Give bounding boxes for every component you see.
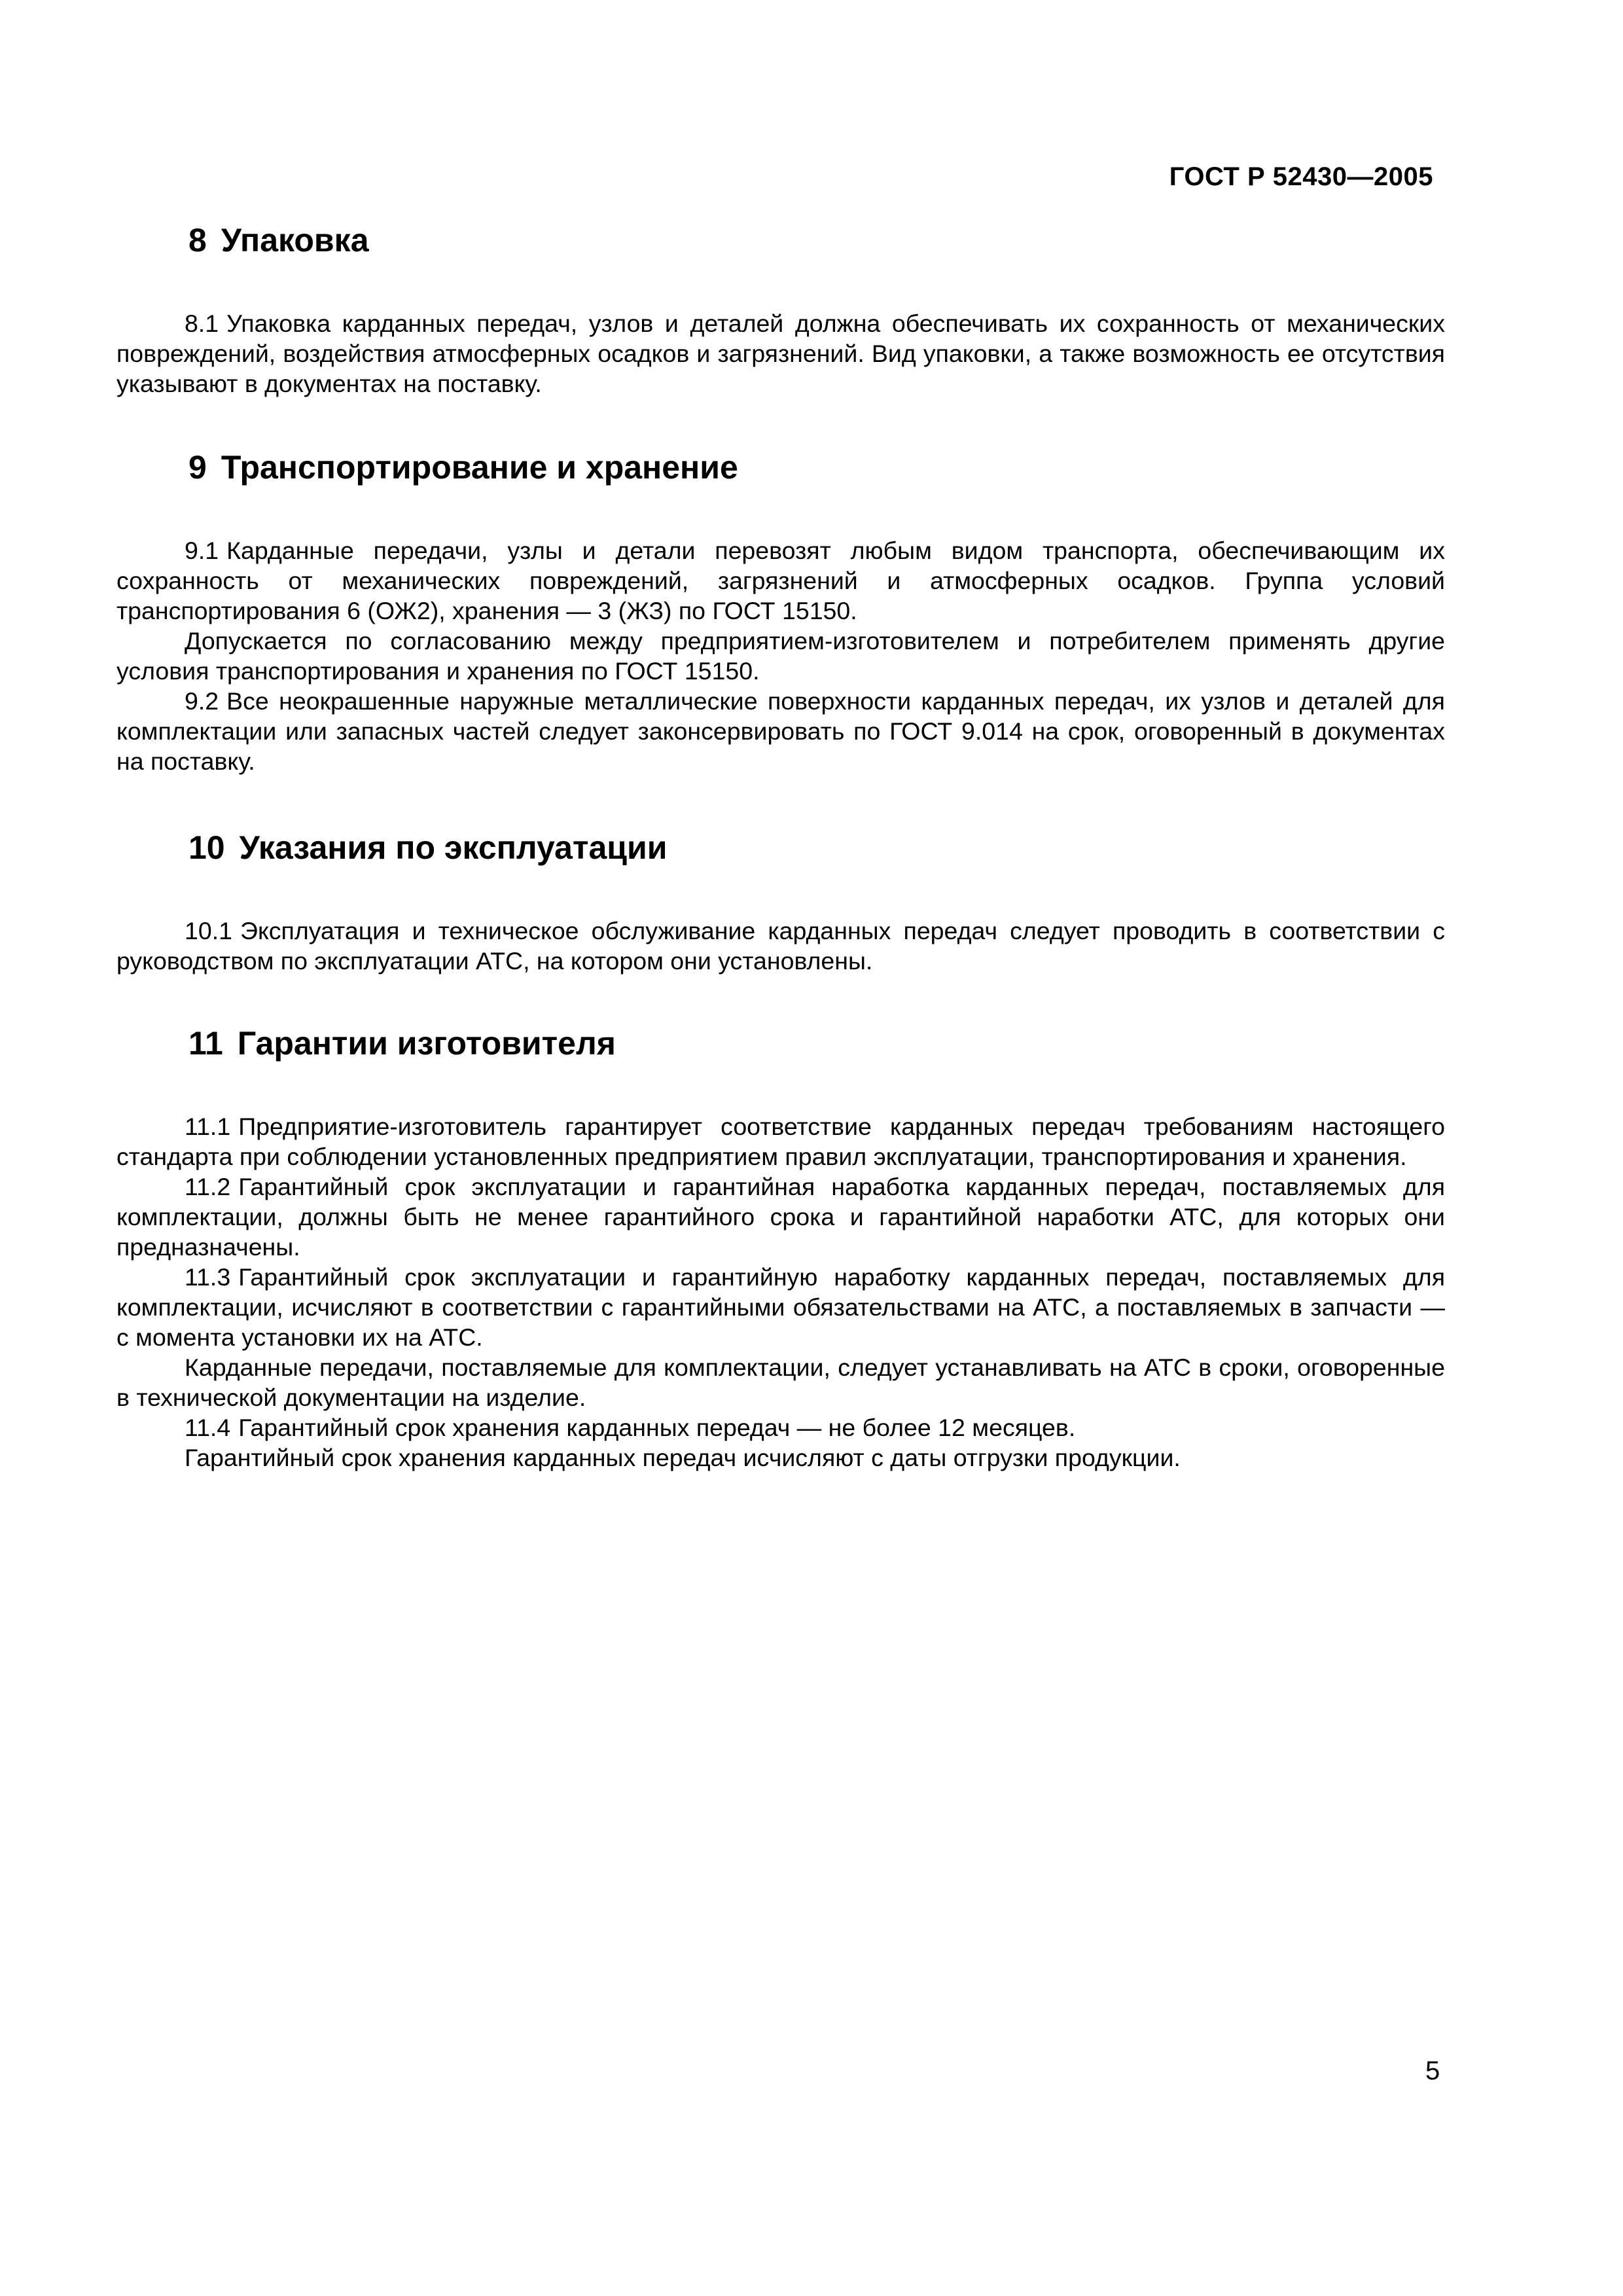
section-packaging <box>116 223 1445 399</box>
paragraph <box>116 1352 1445 1412</box>
paragraph <box>116 1172 1445 1262</box>
section-title: Транспортирование и хранение <box>221 449 738 486</box>
clause-text: Эксплуатация и техническое обслуживание карданных передач следует проводить в соответствии с руководством по эксплуатации АТС, на котором они установлены. <box>116 917 1445 975</box>
clause-number: 10.1 <box>185 917 232 944</box>
page-number: 5 <box>1425 2056 1440 2085</box>
document-body <box>116 223 1445 1473</box>
clause-number: 11.1 <box>185 1113 231 1140</box>
section-title: Указания по эксплуатации <box>239 829 668 866</box>
clause-text: Гарантийный срок эксплуатации и гарантийная наработка карданных передач, поставляемых для комплектации, должны быть не менее гарантийного срока и гарантийной наработки АТС, для которых они предназначены. <box>116 1173 1445 1261</box>
section-warranty <box>116 1026 1445 1473</box>
clause-number: 9.2 <box>185 687 219 715</box>
section-heading <box>188 223 1445 259</box>
section-number: 10 <box>188 829 225 866</box>
section-heading <box>188 1026 1445 1062</box>
paragraph <box>116 1443 1445 1473</box>
section-number: 11 <box>188 1025 223 1062</box>
section-heading <box>188 450 1445 486</box>
clause-number: 8.1 <box>185 310 219 337</box>
section-title: Гарантии изготовителя <box>237 1025 616 1062</box>
clause-text: Упаковка карданных передач, узлов и деталей должна обеспечивать их сохранность от механических повреждений, воздействия атмосферных осадков и загрязнений. Вид упаковки, а также возможность ее отсутствия указывают в документах на поставку. <box>116 310 1445 397</box>
section-number: 8 <box>188 222 207 259</box>
paragraph <box>116 1412 1445 1443</box>
paragraph <box>116 1262 1445 1352</box>
clause-text: Все неокрашенные наружные металлические поверхности карданных передач, их узлов и деталей для комплектации или запасных частей следует законсервировать по ГОСТ 9.014 на срок, оговоренный в документах на поставку. <box>116 687 1445 775</box>
paragraph <box>116 1111 1445 1172</box>
paragraph <box>116 626 1445 686</box>
section-transport-storage <box>116 450 1445 776</box>
clause-number: 11.2 <box>185 1173 231 1200</box>
paragraph <box>116 686 1445 776</box>
paragraph <box>116 535 1445 626</box>
section-operation <box>116 830 1445 976</box>
clause-number: 9.1 <box>185 537 219 564</box>
section-title: Упаковка <box>221 222 369 259</box>
paragraph <box>116 308 1445 399</box>
clause-text: Предприятие-изготовитель гарантирует соответствие карданных передач требованиям настоящего стандарта при соблюдении установленных предприятием правил эксплуатации, транспортирования и хранения. <box>116 1113 1445 1170</box>
clause-text: Гарантийный срок эксплуатации и гарантийную наработку карданных передач, поставляемых для комплектации, исчисляют в соответствии с гарантийными обязательствами на АТС, а поставляемых в запчасти — с момента установки их на АТС. <box>116 1263 1445 1351</box>
clause-text: Допускается по согласованию между предприятием-изготовителем и потребителем применять другие условия транспортирования и хранения по ГОСТ 15150. <box>116 627 1445 685</box>
document-code: ГОСТ Р 52430—2005 <box>1169 162 1433 191</box>
section-number: 9 <box>188 449 207 486</box>
clause-text: Карданные передачи, поставляемые для комплектации, следует устанавливать на АТС в сроки, оговоренные в технической документации на изделие. <box>116 1354 1445 1411</box>
clause-number: 11.4 <box>185 1414 231 1441</box>
section-heading <box>188 830 1445 866</box>
clause-text: Карданные передачи, узлы и детали перевозят любым видом транспорта, обеспечивающим их сохранность от механических повреждений, загрязнений и атмосферных осадков. Группа условий транспортирования 6 (ОЖ2), хранения — 3 (ЖЗ) по ГОСТ 15150. <box>116 537 1445 624</box>
clause-text: Гарантийный срок хранения карданных передач — не более 12 месяцев. <box>238 1414 1076 1441</box>
paragraph <box>116 916 1445 976</box>
clause-number: 11.3 <box>185 1263 231 1291</box>
clause-text: Гарантийный срок хранения карданных передач исчисляют с даты отгрузки продукции. <box>185 1444 1181 1471</box>
